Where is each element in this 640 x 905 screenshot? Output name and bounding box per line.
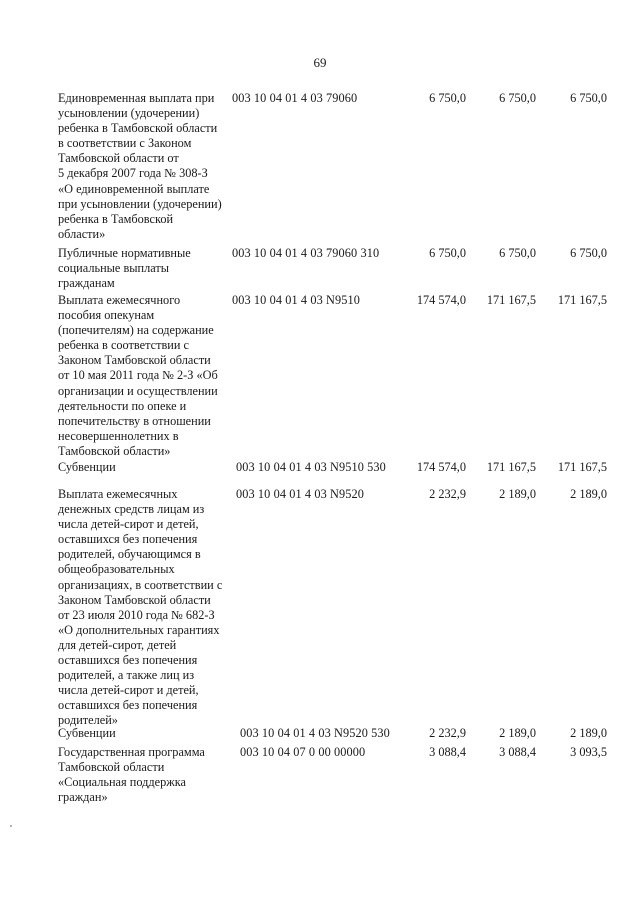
- amount-year-3: 6 750,0: [570, 246, 607, 260]
- page-number: 69: [313, 55, 327, 70]
- description-line: 5 декабря 2007 года № 308-З: [58, 166, 208, 181]
- budget-code: 003 10 04 01 4 03 N9520: [236, 487, 365, 501]
- description-line: в соответствии с Законом: [58, 136, 192, 151]
- amount-year-1: 6 750,0: [429, 246, 466, 260]
- amount-year-2: 6 750,0: [499, 91, 536, 105]
- scan-speck: [10, 825, 12, 827]
- description-line: пособия опекунам: [58, 308, 155, 323]
- row-description: [58, 91, 236, 242]
- amount-year-3: 171 167,5: [557, 293, 607, 307]
- description-line: для детей-сирот, детей: [58, 637, 177, 652]
- description-line: попечительству в отношении: [58, 413, 211, 428]
- amount-year-3: 3 093,5: [570, 745, 607, 759]
- amount-year-1: 3 088,4: [429, 745, 466, 759]
- description-line: Субвенции: [58, 726, 116, 740]
- budget-code: 003 10 04 01 4 03 N9520 530: [240, 726, 390, 740]
- description-line: деятельности по опеке и: [58, 398, 187, 413]
- description-line: ребенка в Тамбовской: [58, 211, 174, 226]
- row-description: [58, 460, 236, 475]
- description-line: Тамбовской области: [58, 760, 165, 775]
- description-line: «О дополнительных гарантиях: [58, 622, 220, 637]
- description-line: Законом Тамбовской области: [58, 592, 211, 607]
- description-line: «Социальная поддержка: [58, 775, 186, 790]
- amount-year-2: 2 189,0: [499, 487, 536, 501]
- description-line: Публичные нормативные: [58, 246, 191, 260]
- budget-code: 003 10 04 07 0 00 00000: [240, 745, 366, 759]
- amount-year-1: 174 574,0: [416, 293, 466, 307]
- description-line: числа детей-сирот и детей,: [58, 683, 199, 698]
- description-line: социальные выплаты: [58, 261, 170, 276]
- budget-code: 003 10 04 01 4 03 N9510: [232, 293, 361, 307]
- description-line: при усыновлении (удочерении): [58, 196, 222, 211]
- amount-year-3: 6 750,0: [570, 91, 607, 105]
- budget-code: 003 10 04 01 4 03 N9510 530: [236, 460, 386, 474]
- amount-year-1: 2 232,9: [429, 487, 466, 501]
- amount-year-1: 2 232,9: [429, 726, 466, 740]
- description-line: от 23 июля 2010 года № 682-З: [58, 607, 215, 622]
- description-line: оставшихся без попечения: [58, 532, 198, 547]
- description-line: от 10 мая 2011 года № 2-З «Об: [58, 368, 218, 383]
- description-line: Единовременная выплата при: [58, 91, 215, 105]
- description-line: организации и осуществлении: [58, 383, 218, 398]
- description-line: (попечителям) на содержание: [58, 323, 214, 338]
- row-description: [58, 487, 236, 729]
- amount-year-2: 171 167,5: [486, 460, 536, 474]
- amount-year-3: 171 167,5: [557, 460, 607, 474]
- description-line: родителей, обучающимся в: [58, 547, 201, 562]
- budget-code: 003 10 04 01 4 03 79060: [232, 91, 358, 105]
- description-line: несовершеннолетних в: [58, 428, 179, 443]
- description-line: ребенка в соответствии с: [58, 338, 189, 353]
- description-line: общеобразовательных: [58, 562, 175, 577]
- description-line: оставшихся без попечения: [58, 698, 198, 713]
- row-description: [58, 745, 236, 805]
- amount-year-1: 174 574,0: [416, 460, 466, 474]
- amount-year-2: 171 167,5: [486, 293, 536, 307]
- description-line: организациях, в соответствии с: [58, 577, 223, 592]
- description-line: Государственная программа: [58, 745, 205, 759]
- budget-code: 003 10 04 01 4 03 79060 310: [232, 246, 380, 260]
- description-line: ребенка в Тамбовской области: [58, 121, 218, 136]
- description-line: родителей, а также лиц из: [58, 668, 195, 683]
- description-line: Тамбовской области от: [58, 151, 179, 166]
- description-line: Выплата ежемесячного: [58, 293, 181, 307]
- description-line: усыновлении (удочерении): [58, 106, 200, 121]
- description-line: Субвенции: [58, 460, 116, 474]
- amount-year-3: 2 189,0: [570, 487, 607, 501]
- description-line: Тамбовской области»: [58, 443, 171, 458]
- description-line: «О единовременной выплате: [58, 181, 210, 196]
- description-line: Законом Тамбовской области: [58, 353, 211, 368]
- description-line: области»: [58, 226, 106, 241]
- description-line: денежных средств лицам из: [58, 502, 205, 517]
- amount-year-1: 6 750,0: [429, 91, 466, 105]
- description-line: родителей»: [58, 713, 118, 728]
- amount-year-2: 2 189,0: [499, 726, 536, 740]
- row-description: [58, 726, 236, 741]
- amount-year-2: 6 750,0: [499, 246, 536, 260]
- amount-year-3: 2 189,0: [570, 726, 607, 740]
- amount-year-2: 3 088,4: [499, 745, 536, 759]
- description-line: граждан»: [58, 790, 108, 805]
- row-description: [58, 293, 236, 459]
- description-line: числа детей-сирот и детей,: [58, 517, 199, 532]
- description-line: Выплата ежемесячных: [58, 487, 178, 501]
- description-line: гражданам: [58, 276, 115, 291]
- row-description: [58, 246, 236, 291]
- description-line: оставшихся без попечения: [58, 653, 198, 668]
